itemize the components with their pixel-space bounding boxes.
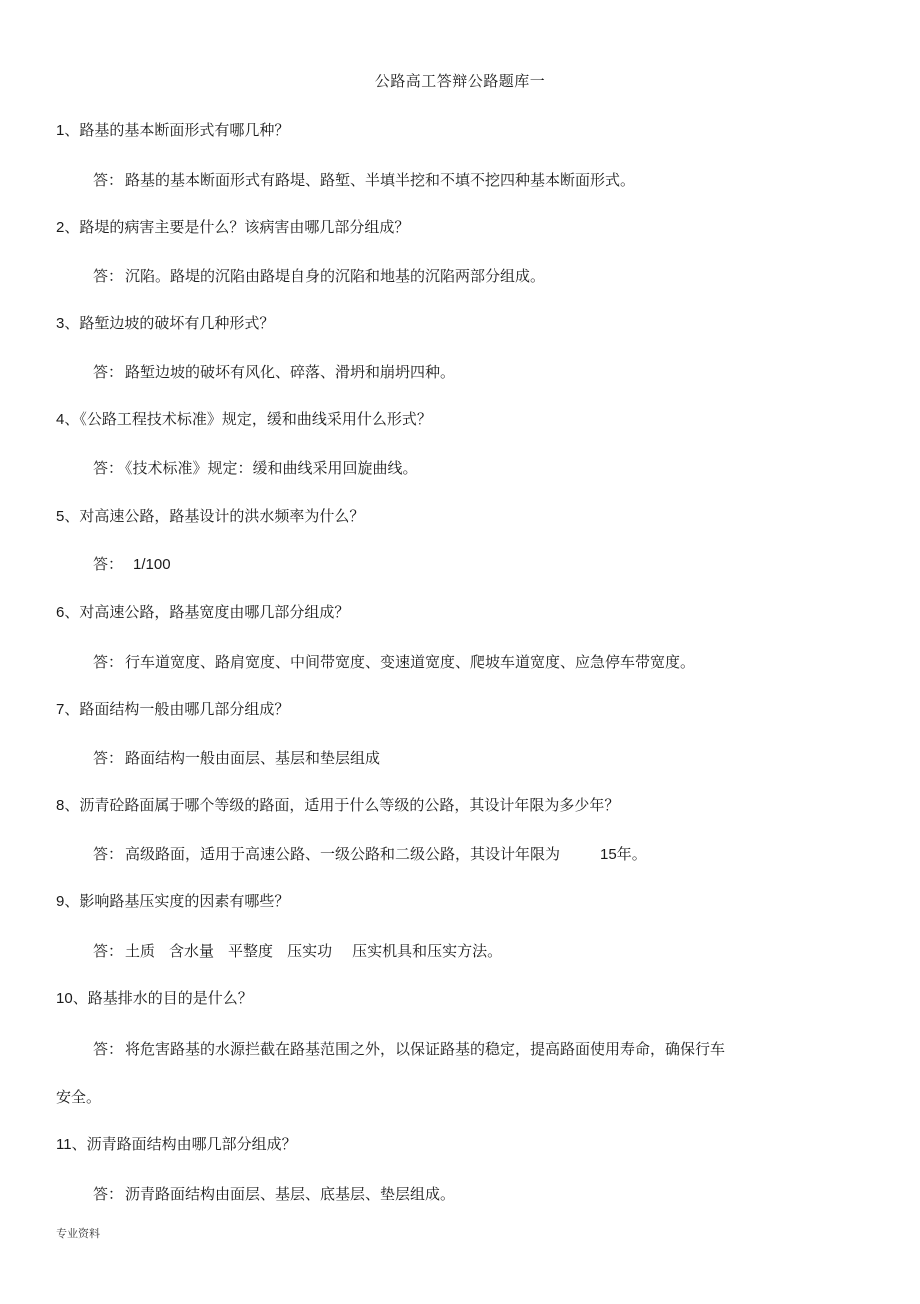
answer-text: 路堑边坡的破坏有风化、碎落、滑坍和崩坍四种。 (125, 363, 456, 381)
answer-prefix: 答： (93, 171, 124, 189)
question-11 (56, 1133, 297, 1154)
question-text: 《公路工程技术标准》规定，缓和曲线采用什么形式？ (79, 410, 432, 428)
question-number: 6 (56, 604, 65, 621)
question-text: 路基排水的目的是什么？ (87, 989, 253, 1007)
answer-years: 15 (600, 846, 617, 863)
question-6 (56, 601, 349, 622)
answer-text: 将危害路基的水源拦截在路基范围之外，以保证路基的稳定，提高路面使用寿命，确保行车 (125, 1040, 726, 1058)
question-separator: 、 (64, 700, 80, 718)
answer-4 (93, 457, 418, 478)
question-7 (56, 698, 289, 719)
question-number: 7 (56, 701, 65, 718)
answer-8 (93, 843, 647, 864)
question-2 (56, 216, 409, 237)
answer-factor: 压实机具和压实方法。 (352, 942, 503, 960)
answer-10 (93, 1038, 725, 1059)
answer-factor: 土质 (125, 942, 156, 960)
document-title: 公路高工答辩公路题库一 (374, 72, 546, 90)
answer-prefix: 答： (93, 267, 124, 285)
question-text: 影响路基压实度的因素有哪些？ (79, 892, 290, 910)
page-footer: 专业资料 (56, 1227, 100, 1240)
question-number: 10 (56, 990, 73, 1007)
answer-prefix: 答： (93, 1040, 124, 1058)
answer-factor: 平整度 (228, 942, 274, 960)
answer-text: 1/100 (133, 556, 171, 573)
answer-prefix: 答： (93, 1185, 124, 1203)
question-text: 路堑边坡的破坏有几种形式？ (79, 314, 275, 332)
question-separator: 、 (64, 796, 80, 814)
question-separator: 、 (64, 410, 80, 428)
question-text: 路基的基本断面形式有哪几种？ (79, 121, 290, 139)
answer-text-end: 年。 (616, 845, 647, 863)
question-10 (56, 987, 253, 1008)
question-text: 路堤的病害主要是什么？该病害由哪几部分组成？ (79, 218, 410, 236)
answer-3 (93, 361, 455, 382)
answer-prefix: 答： (93, 459, 124, 477)
question-text: 路面结构一般由哪几部分组成？ (79, 700, 290, 718)
answer-text: 路基的基本断面形式有路堤、路堑、半填半挖和不填不挖四种基本断面形式。 (125, 171, 636, 189)
answer-text: 行车道宽度、路肩宽度、中间带宽度、变速道宽度、爬坡车道宽度、应急停车带宽度。 (125, 653, 696, 671)
question-number: 4 (56, 411, 65, 428)
question-separator: 、 (64, 507, 80, 525)
answer-prefix: 答： (93, 845, 124, 863)
answer-6 (93, 651, 695, 672)
question-number: 2 (56, 219, 65, 236)
answer-10-continuation: 安全。 (56, 1088, 102, 1106)
question-9 (56, 890, 289, 911)
question-separator: 、 (64, 603, 80, 621)
answer-11 (93, 1183, 455, 1204)
question-number: 5 (56, 508, 65, 525)
answer-text: 沥青路面结构由面层、基层、底基层、垫层组成。 (125, 1185, 456, 1203)
question-separator: 、 (64, 121, 80, 139)
question-separator: 、 (71, 1135, 87, 1153)
answer-text: 《技术标准》规定：缓和曲线采用回旋曲线。 (125, 459, 418, 477)
answer-1 (93, 169, 635, 190)
question-number: 3 (56, 315, 65, 332)
answer-prefix: 答： (93, 942, 124, 960)
question-separator: 、 (64, 218, 80, 236)
answer-prefix: 答： (93, 749, 124, 767)
question-text: 对高速公路，路基设计的洪水频率为什么？ (79, 507, 365, 525)
answer-factor: 压实功 (287, 942, 333, 960)
question-text: 对高速公路，路基宽度由哪几部分组成？ (79, 603, 350, 621)
question-number: 1 (56, 122, 65, 139)
answer-7 (93, 747, 380, 768)
question-text: 沥青砼路面属于哪个等级的路面，适用于什么等级的公路，其设计年限为多少年？ (79, 796, 620, 814)
question-5 (56, 505, 364, 526)
answer-9 (93, 940, 502, 961)
question-number: 9 (56, 893, 65, 910)
answer-text: 路面结构一般由面层、基层和垫层组成 (125, 749, 381, 767)
question-separator: 、 (72, 989, 88, 1007)
question-text: 沥青路面结构由哪几部分组成？ (86, 1135, 297, 1153)
question-number: 8 (56, 797, 65, 814)
question-number: 11 (56, 1136, 72, 1153)
question-separator: 、 (64, 314, 80, 332)
answer-2 (93, 265, 545, 286)
question-8 (56, 794, 619, 815)
question-separator: 、 (64, 892, 80, 910)
answer-prefix: 答： (93, 653, 124, 671)
question-4 (56, 408, 432, 429)
answer-text: 高级路面，适用于高速公路、一级公路和二级公路，其设计年限为 (125, 845, 561, 863)
answer-prefix: 答： (93, 555, 124, 573)
question-3 (56, 312, 274, 333)
answer-text: 沉陷。路堤的沉陷由路堤自身的沉陷和地基的沉陷两部分组成。 (125, 267, 546, 285)
answer-5 (93, 553, 171, 574)
answer-factor: 含水量 (169, 942, 215, 960)
answer-prefix: 答： (93, 363, 124, 381)
question-1 (56, 119, 289, 140)
